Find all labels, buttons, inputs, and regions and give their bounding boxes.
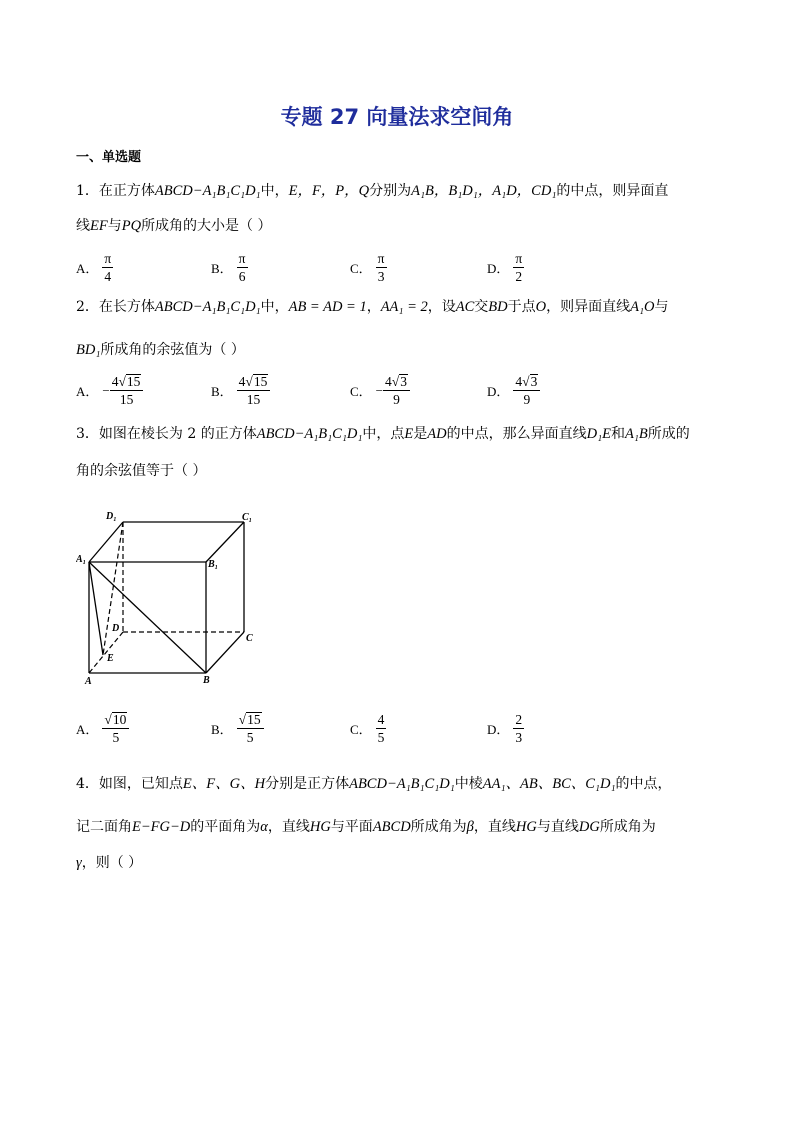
coefficient: 4 [515, 374, 523, 389]
q1-option-d-fraction [513, 250, 524, 285]
fraction-numerator: 4 [377, 712, 385, 727]
fraction-numerator: π [377, 251, 385, 266]
fraction-denominator: 3 [515, 730, 523, 745]
q1-text1: 中， [260, 183, 289, 199]
q3-option-d[interactable] [487, 711, 524, 746]
q2-bd: BD [488, 299, 508, 315]
q3-option-c-label: C． [350, 722, 372, 737]
label-b: B [203, 675, 210, 685]
fraction-numerator: √15 [237, 711, 264, 729]
q4-line1 [76, 774, 672, 794]
radicand: 15 [253, 374, 268, 389]
fraction-denominator: 4 [104, 269, 112, 284]
q1-pq: PQ [121, 218, 142, 234]
q1-option-c[interactable] [350, 250, 387, 285]
q2-bd1: BD₁ [76, 342, 101, 358]
q1-text2: 分别为 [369, 183, 412, 199]
q4-dihedral: E−FG−D [132, 819, 191, 835]
q4-gamma: γ [76, 855, 82, 871]
q4-text1: 分别是正方体 [265, 776, 350, 792]
q1-text3: 的中点，则异面直 [556, 183, 669, 199]
fraction-numerator: π [238, 251, 246, 266]
q4-l2a: 记二面角 [76, 819, 132, 835]
q2-option-a-sign: − [102, 382, 110, 398]
q1-option-a[interactable] [76, 250, 113, 285]
edge-c1b1 [206, 522, 244, 562]
q1-points: E，F，P，Q [288, 183, 370, 199]
q3-line1 [76, 424, 690, 444]
q2-number: 2．在长方体 [76, 299, 155, 315]
q2-option-c[interactable] [350, 373, 410, 408]
q4-line3 [76, 853, 142, 873]
q2-option-d[interactable] [487, 373, 540, 408]
q1-line2c: 所成角的大小是（ ） [141, 218, 272, 234]
label-b1: B₁ [208, 559, 219, 570]
q3-text2: 是 [413, 426, 428, 442]
q3-text3: 的中点，那么异面直线 [446, 426, 587, 442]
q4-text2: 中棱 [454, 776, 483, 792]
q1-option-b-label: B． [211, 261, 233, 276]
section-heading: 一、单选题 [76, 150, 142, 165]
q4-l2h: 所成角为 [599, 819, 656, 835]
q1-option-a-fraction [102, 250, 113, 285]
q4-line2 [76, 817, 656, 837]
q2-option-d-fraction [513, 373, 540, 408]
q1-line1 [76, 181, 668, 201]
q1-line2b: 与 [107, 218, 122, 234]
fraction-numerator: 4√15 [110, 373, 144, 391]
q2-option-d-label: D． [487, 384, 510, 399]
q3-line2: 角的余弦值等于（ ） [76, 463, 207, 479]
radicand: 15 [247, 712, 261, 727]
q2-cond2: AA₁ = 2 [380, 299, 428, 315]
q4-hg: HG [309, 819, 331, 835]
fraction-denominator: 9 [523, 392, 531, 407]
q3-option-b-label: B． [211, 722, 233, 737]
q4-edges: AA₁、AB、BC、C₁D₁ [482, 776, 616, 792]
q1-segments: A₁B，B₁D₁，A₁D，CD₁ [411, 183, 557, 199]
q1-option-a-label: A． [76, 261, 99, 276]
q4-beta: β [466, 819, 474, 835]
fraction-numerator: 4√3 [513, 373, 540, 391]
fraction-numerator: √10 [102, 711, 129, 729]
fraction-denominator: 15 [246, 392, 261, 407]
label-c1: C₁ [242, 512, 253, 523]
q4-cube: ABCD−A₁B₁C₁D₁ [349, 776, 455, 792]
cube-figure [76, 505, 266, 685]
label-d: D [112, 623, 120, 634]
q3-option-c-fraction [376, 711, 387, 746]
q3-number: 3．如图在棱长为 2 的正方体 [76, 426, 257, 442]
coefficient: 4 [385, 374, 392, 389]
q2-option-c-sign: − [375, 382, 384, 398]
fraction-denominator: 3 [377, 269, 385, 284]
q3-option-b-fraction [237, 711, 264, 746]
q2-text6: ，则异面直线 [546, 299, 631, 315]
q3-text1: 中，点 [362, 426, 405, 442]
edge-cb [206, 632, 244, 673]
q1-option-c-label: C． [350, 261, 372, 276]
fraction-denominator: 5 [112, 730, 120, 745]
q2-line2 [76, 340, 245, 360]
label-e: E [107, 653, 114, 664]
fraction-denominator: 2 [515, 269, 523, 284]
q2-cube: ABCD−A₁B₁C₁D₁ [154, 299, 261, 315]
q2-ac: AC [455, 299, 475, 315]
fraction-denominator: 15 [119, 392, 134, 407]
fraction-denominator: 9 [393, 392, 400, 407]
fraction-denominator: 5 [377, 730, 385, 745]
hidden-edge-da [89, 632, 123, 673]
q2-text3: ，设 [427, 299, 456, 315]
q2-o: O [535, 299, 547, 315]
q3-text5: 所成的 [647, 426, 690, 442]
radicand: 3 [400, 374, 407, 389]
q3-cube: ABCD−A₁B₁C₁D₁ [256, 426, 363, 442]
q4-l2f: ，直线 [473, 819, 516, 835]
label-c: C [246, 633, 253, 644]
q2-text7: 与 [654, 299, 669, 315]
q4-hg2: HG [515, 819, 537, 835]
q2-text1: 中， [260, 299, 289, 315]
q2-option-c-fraction [383, 373, 410, 408]
q3-option-d-label: D． [487, 722, 510, 737]
q1-option-b-fraction [237, 250, 248, 285]
fraction-numerator: 2 [515, 712, 523, 727]
q1-option-d-label: D． [487, 261, 510, 276]
fraction-numerator: π [515, 251, 523, 266]
q2-text2: ， [366, 299, 381, 315]
label-a: A [85, 676, 92, 685]
label-d1: D₁ [106, 511, 117, 522]
q4-plane: ABCD [372, 819, 411, 835]
q1-option-d[interactable] [487, 250, 524, 285]
q4-l2b: 的平面角为 [190, 819, 261, 835]
q1-option-b[interactable] [211, 250, 248, 285]
q3-option-b[interactable] [211, 711, 264, 746]
q1-line2 [76, 216, 272, 236]
q2-option-c-label: C． [350, 384, 372, 399]
page-title: 专题 27 向量法求空间角 [280, 105, 514, 129]
q4-l2d: 与平面 [330, 819, 373, 835]
segment-a1e [89, 562, 103, 655]
q2-option-b[interactable] [211, 373, 270, 408]
q3-option-a-label: A． [76, 722, 99, 737]
radicand: 10 [112, 712, 127, 727]
q1-line2a: 线 [76, 218, 90, 234]
q4-alpha: α [260, 819, 268, 835]
q4-l2c: ，直线 [267, 819, 310, 835]
q2-option-a[interactable] [76, 373, 143, 408]
fraction-numerator: 4√3 [383, 373, 410, 391]
q2-text4: 交 [474, 299, 489, 315]
q2-option-a-fraction [110, 373, 144, 408]
q4-text3: 的中点， [615, 776, 672, 792]
q1-cube: ABCD−A₁B₁C₁D₁ [154, 183, 261, 199]
q2-line2-text: 所成角的余弦值为（ ） [100, 342, 245, 358]
coefficient: 4 [238, 374, 246, 389]
q2-option-b-fraction [237, 373, 271, 408]
q3-option-a-fraction [102, 711, 129, 746]
q1-ef: EF [90, 218, 108, 234]
q1-number: 1．在正方体 [76, 183, 155, 199]
q4-number: 4．如图，已知点 [76, 776, 183, 792]
fraction-denominator: 6 [238, 269, 246, 284]
q3-option-a[interactable] [76, 711, 129, 746]
q3-a1b: A₁B [624, 426, 648, 442]
q4-points: E、F、G、H [182, 776, 266, 792]
q1-option-c-fraction [376, 250, 387, 285]
q2-text5: 于点 [507, 299, 536, 315]
fraction-numerator: 4√15 [237, 373, 271, 391]
q4-l2e: 所成角为 [410, 819, 467, 835]
q3-option-c[interactable] [350, 711, 386, 746]
radicand: 3 [530, 374, 538, 389]
coefficient: 4 [111, 374, 119, 389]
q3-ad: AD [427, 426, 447, 442]
q2-a1o: A₁O [630, 299, 655, 315]
fraction-numerator: π [104, 251, 112, 266]
q2-cond1: AB = AD = 1 [288, 299, 367, 315]
q2-option-a-label: A． [76, 384, 99, 399]
q3-option-d-fraction [513, 711, 524, 746]
q4-l3: ，则（ ） [81, 855, 143, 871]
fraction-denominator: 5 [246, 730, 254, 745]
q3-d1e: D₁E [586, 426, 611, 442]
q4-l2g: 与直线 [536, 819, 579, 835]
q2-line1 [76, 297, 668, 317]
label-a1: A₁ [76, 554, 87, 565]
q2-option-b-label: B． [211, 384, 233, 399]
q3-e: E [404, 426, 414, 442]
q4-dg: DG [578, 819, 600, 835]
radicand: 15 [126, 374, 141, 389]
q3-text4: 和 [610, 426, 625, 442]
